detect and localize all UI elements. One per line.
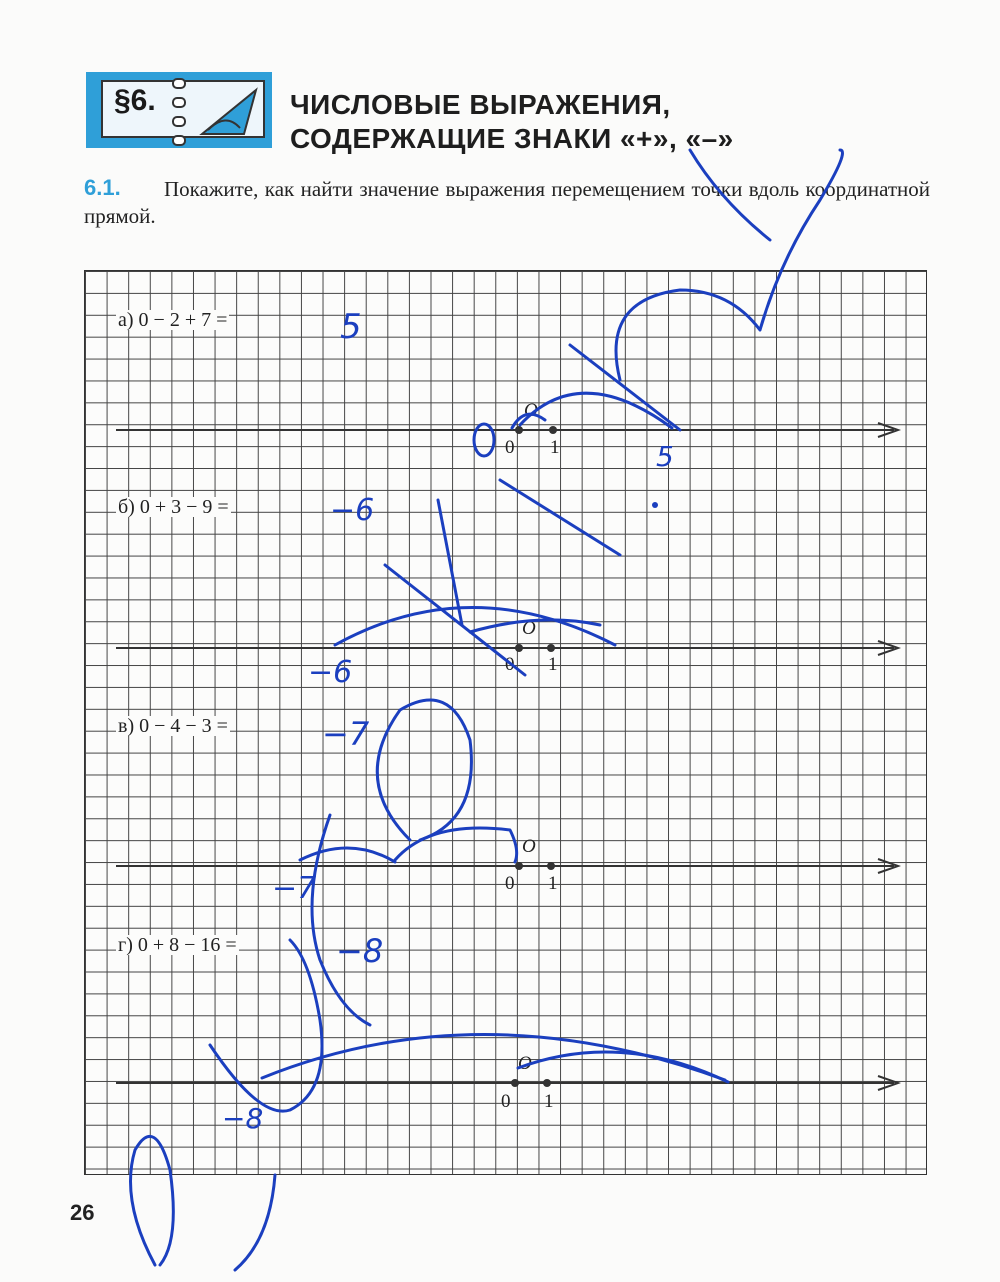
- exercise-a-label: а): [118, 309, 134, 331]
- task-text-body: Покажите, как найти значение выражения перемещением точки вдоль координатной прямой.: [84, 177, 930, 228]
- hand-loop-c: [377, 700, 471, 840]
- hand-arc-a2: [520, 393, 672, 428]
- hand-loop-bottom-2: [235, 1175, 275, 1270]
- hand-arc-b1: [335, 608, 615, 646]
- section-number: §6.: [114, 84, 156, 117]
- unit-point-d: [543, 1079, 551, 1087]
- tick-1-a: 1: [550, 437, 560, 458]
- tick-1-b: 1: [548, 654, 558, 675]
- tick-1-c: 1: [548, 873, 558, 894]
- handwritten-mark-c: −7: [272, 871, 317, 906]
- handwritten-mark-d: −8: [222, 1102, 264, 1135]
- number-line-b: [116, 618, 898, 675]
- exercise-b-label: б): [118, 496, 135, 518]
- hand-circle-a: [474, 424, 494, 456]
- origin-point-a: [515, 426, 523, 434]
- handwritten-answer-d: −8: [336, 932, 384, 970]
- hand-arc-d2: [518, 1052, 728, 1082]
- hand-loop-bottom-1: [131, 1136, 174, 1265]
- hand-arc-c1: [395, 828, 517, 862]
- section-title-line-1: ЧИСЛОВЫЕ ВЫРАЖЕНИЯ,: [290, 89, 671, 120]
- handwritten-answer-b: −6: [330, 493, 375, 528]
- ink-dot: [652, 502, 658, 508]
- handwriting-layer: [131, 150, 843, 1270]
- handwritten-mark-b: −6: [308, 655, 353, 690]
- section-title-line-2: СОДЕРЖАЩИЕ ЗНАКИ «+», «–»: [290, 123, 734, 154]
- origin-label-c: O: [522, 836, 536, 857]
- handwritten-answer-c: −7: [322, 715, 370, 753]
- hand-stroke-a1: [570, 345, 680, 430]
- hand-stroke-c1: [312, 815, 370, 1025]
- exercise-c-text: 0 − 4 − 3 =: [139, 715, 228, 737]
- tick-1-d: 1: [544, 1091, 554, 1112]
- handwritten-answer-a: 5: [340, 307, 362, 347]
- exercise-d-text: 0 + 8 − 16 =: [137, 934, 237, 956]
- hand-scribble-a: [616, 150, 843, 380]
- hand-stroke-b2: [438, 500, 462, 625]
- origin-point-c: [515, 862, 523, 870]
- exercise-a-text: 0 − 2 + 7 =: [138, 309, 228, 331]
- origin-point-d: [511, 1079, 519, 1087]
- unit-point-b: [547, 644, 555, 652]
- handwritten-mark-a: 5: [656, 440, 674, 473]
- unit-point-a: [549, 426, 557, 434]
- tick-0-a: 0: [505, 437, 515, 458]
- origin-label-b: O: [522, 618, 536, 639]
- tick-0-c: 0: [505, 873, 515, 894]
- origin-point-b: [515, 644, 523, 652]
- number-line-a: [116, 400, 898, 458]
- hand-stroke-a3: [500, 480, 620, 555]
- hand-arc-c2: [300, 848, 395, 862]
- hand-loop-d: [210, 940, 322, 1111]
- task-number: 6.1.: [84, 175, 121, 200]
- exercise-b-text: 0 + 3 − 9 =: [139, 496, 229, 518]
- origin-label-d: O: [518, 1053, 532, 1074]
- tick-0-b: 0: [505, 654, 515, 675]
- unit-point-c: [547, 862, 555, 870]
- number-line-c: [116, 836, 898, 894]
- hand-stroke-a2: [690, 150, 770, 240]
- exercise-c-label: в): [118, 715, 135, 737]
- exercise-d-label: г): [118, 934, 133, 956]
- tick-0-d: 0: [501, 1091, 511, 1112]
- page-number: 26: [70, 1200, 95, 1225]
- origin-label-a: O: [524, 400, 538, 421]
